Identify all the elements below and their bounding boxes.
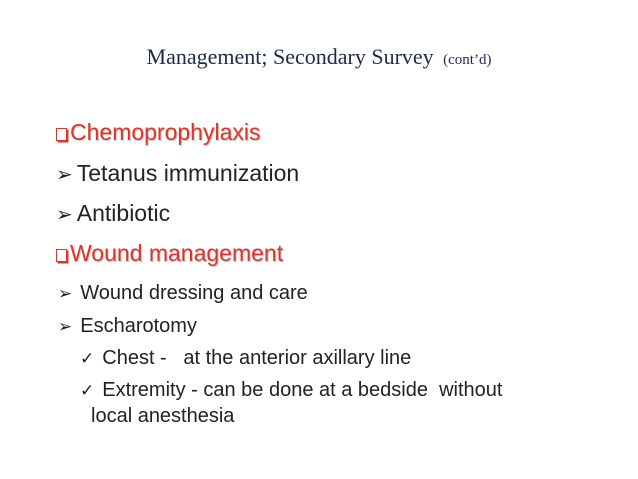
- item-text: Antibiotic: [76, 200, 171, 226]
- item-text: Wound dressing and care: [80, 282, 308, 304]
- square-bullet-icon: [56, 128, 67, 141]
- item-extremity: [80, 379, 502, 402]
- item-antibiotic: [56, 200, 170, 227]
- check-icon: ✓: [80, 349, 95, 368]
- slide-title: [0, 44, 638, 70]
- arrow-bullet-icon: ➢: [58, 284, 73, 303]
- item-tetanus: [56, 160, 299, 187]
- title-sub: (cont’d): [443, 52, 492, 68]
- item-text: Extremity - can be done at a bedside without: [102, 379, 503, 401]
- item-text: local anesthesia: [91, 405, 235, 427]
- check-icon: ✓: [80, 381, 95, 400]
- heading-text: Wound management: [70, 240, 284, 266]
- item-extremity-continuation: [91, 405, 234, 428]
- item-escharotomy: [58, 315, 197, 338]
- title-main: Management; Secondary Survey: [146, 44, 434, 69]
- item-text: Escharotomy: [80, 315, 197, 337]
- heading-chemoprophylaxis: [56, 119, 260, 146]
- item-wound-dressing: [58, 282, 308, 305]
- item-text: Chest - at the anterior axillary line: [102, 347, 412, 369]
- heading-text: Chemoprophylaxis: [70, 119, 261, 145]
- arrow-bullet-icon: ➢: [56, 204, 73, 226]
- item-chest: [80, 347, 411, 370]
- arrow-bullet-icon: ➢: [56, 164, 73, 186]
- square-bullet-icon: [56, 249, 67, 262]
- heading-wound-management: [56, 240, 283, 267]
- arrow-bullet-icon: ➢: [58, 317, 73, 336]
- item-text: Tetanus immunization: [76, 160, 300, 186]
